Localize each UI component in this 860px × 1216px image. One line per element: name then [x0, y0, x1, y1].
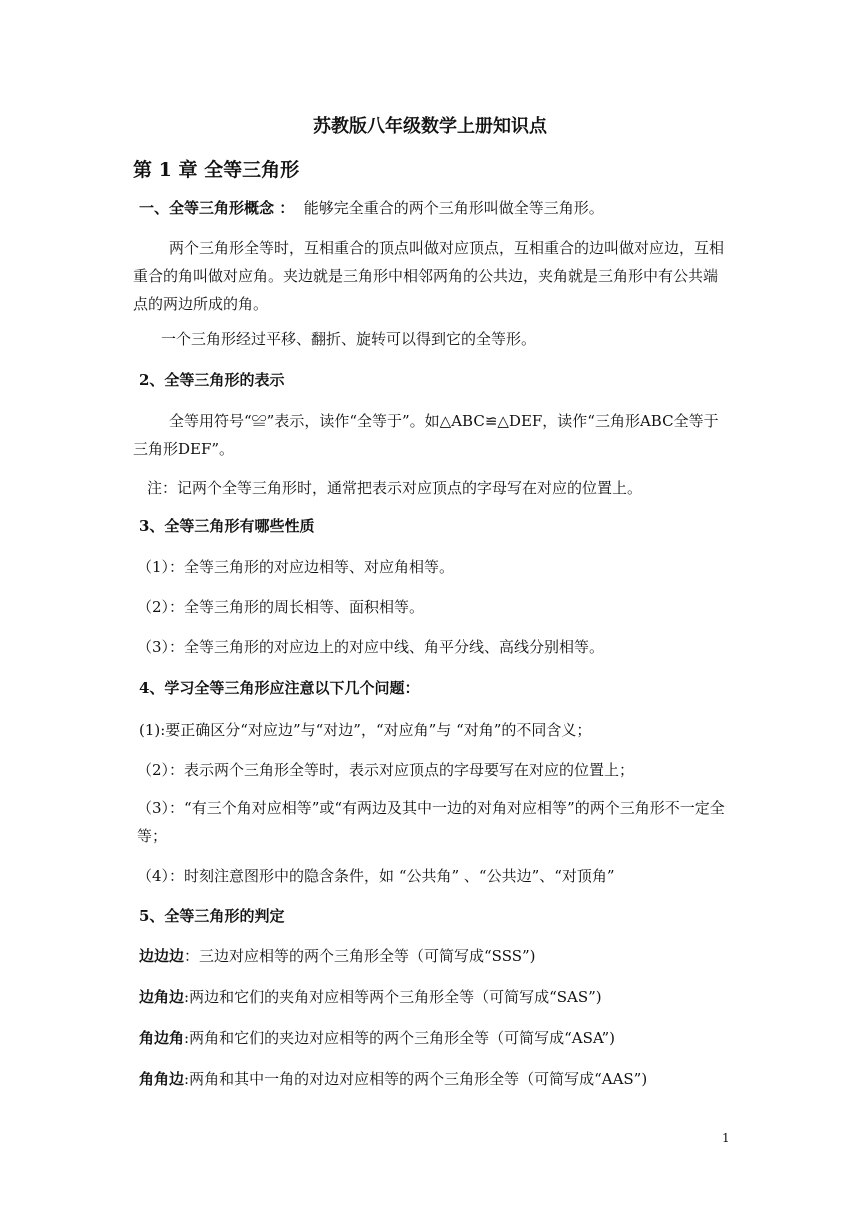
section-1-heading: 一、全等三角形概念 ：: [139, 199, 295, 217]
section-3-item: （3）：全等三角形的对应边上的对应中线、角平分线、高线分别相等。: [137, 638, 605, 656]
section-1-paragraph-1: 两个三角形全等时，互相重合的顶点叫做对应顶点，互相重合的边叫做对应边，互相重合的角叫做对应角。夹边就是三角形中相邻两角的公共边，夹角就是三角形中有公共端点的两边所成的角。: [133, 239, 725, 313]
section-5-rule: [139, 1069, 647, 1089]
rule-term: 边边边: [139, 947, 185, 965]
section-3-heading: 3、全等三角形有哪些性质: [139, 517, 315, 535]
section-1-line: [139, 198, 604, 218]
document-title: 苏教版八年级数学上册知识点: [313, 116, 547, 137]
rule-text: :两角和它们的夹边对应相等的两个三角形全等（可简写成“ASA”): [184, 1029, 615, 1047]
rule-text: ：三边对应相等的两个三角形全等（可简写成“SSS”): [184, 947, 536, 965]
section-4-item: （2）：表示两个三角形全等时，表示对应顶点的字母要写在对应的位置上；: [137, 761, 635, 779]
section-2-note: 注：记两个全等三角形时，通常把表示对应顶点的字母写在对应的位置上。: [147, 479, 643, 497]
chapter-heading: 第 1 章 全等三角形: [133, 159, 300, 181]
rule-term: 角角边: [139, 1070, 185, 1088]
section-4-item: （4）：时刻注意图形中的隐含条件，如 “公共角” 、“公共边”、“对顶角”: [137, 867, 615, 885]
section-3-item: （2）：全等三角形的周长相等、面积相等。: [137, 598, 425, 616]
rule-text: :两边和它们的夹角对应相等两个三角形全等（可简写成“SAS”): [184, 988, 602, 1006]
section-5-rule: [139, 987, 602, 1007]
section-5-rule: [139, 1028, 615, 1048]
section-4-item: （3）：“有三个角对应相等”或“有两边及其中一边的对角对应相等”的两个三角形不一定全等；: [137, 799, 725, 845]
rule-text: :两角和其中一角的对边对应相等的两个三角形全等（可简写成“AAS”): [184, 1070, 648, 1088]
section-5-heading: 5、全等三角形的判定: [139, 907, 285, 925]
section-5-rule: [139, 946, 536, 966]
section-4-item: (1):要正确区分“对应边”与“对边”，“对应角”与 “对角”的不同含义；: [139, 721, 592, 739]
section-1-paragraph-2: 一个三角形经过平移、翻折、旋转可以得到它的全等形。: [161, 330, 537, 348]
section-4-heading: 4、学习全等三角形应注意以下几个问题：: [139, 679, 420, 697]
page-number: 1: [722, 1131, 730, 1145]
section-3-item: （1）：全等三角形的对应边相等、对应角相等。: [137, 558, 455, 576]
section-2-heading: 2、全等三角形的表示: [139, 371, 285, 389]
section-2-paragraph: 全等用符号“≌”表示，读作“全等于”。如△ABC≌△DEF，读作“三角形ABC全等于三角形DEF”。: [133, 412, 719, 458]
section-1-definition: 能够完全重合的两个三角形叫做全等三角形。: [303, 199, 604, 217]
rule-term: 边角边: [139, 988, 185, 1006]
rule-term: 角边角: [139, 1029, 185, 1047]
